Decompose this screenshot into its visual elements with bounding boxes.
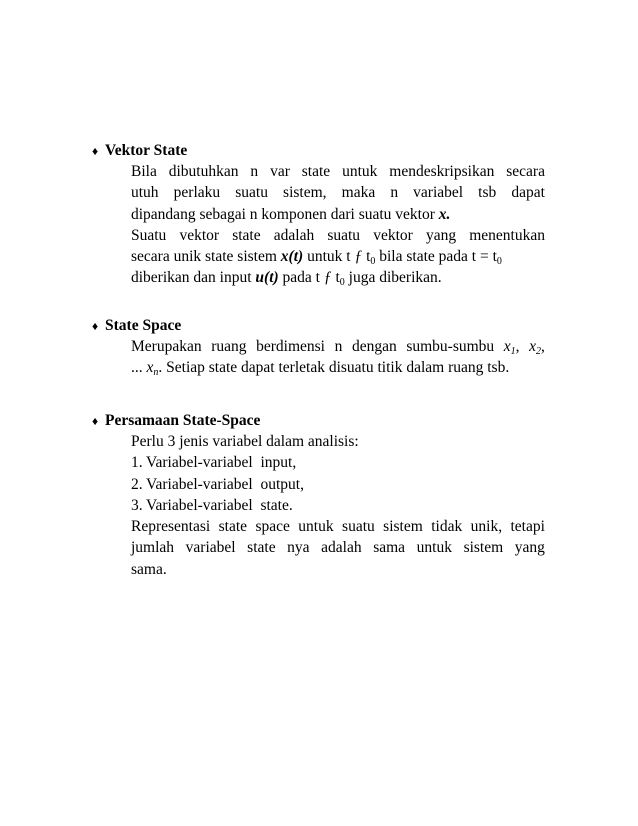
text-run: dipandang sebagai n komponen dari suatu vektor	[131, 205, 439, 223]
subscript: 1	[510, 346, 516, 357]
word: Bila	[131, 163, 157, 180]
word: secara	[506, 163, 545, 180]
text-line	[131, 357, 545, 378]
text-line: sama.	[131, 560, 167, 578]
section-vektor-state	[92, 141, 544, 289]
word: n	[390, 184, 399, 202]
section-persamaan-state-space	[92, 411, 544, 580]
math-symbol: x	[503, 338, 511, 355]
word: untuk	[298, 518, 334, 536]
text-run: t	[362, 248, 371, 266]
math-symbol: x	[529, 338, 537, 355]
word: yang	[425, 226, 457, 244]
list-item	[131, 474, 545, 495]
word: n	[334, 338, 343, 355]
word: variabel	[185, 539, 236, 557]
text-run: pada t	[278, 269, 324, 287]
section-heading	[92, 411, 544, 431]
word: untuk	[416, 539, 452, 557]
math-x1	[504, 336, 520, 357]
word: sistem	[383, 518, 423, 536]
word: n	[250, 163, 259, 180]
word: ruang	[211, 338, 247, 355]
vector-symbol: x.	[438, 205, 451, 223]
text-run: untuk t	[303, 248, 355, 266]
section-state-space	[92, 316, 544, 379]
text-run: secara unik state sistem	[131, 248, 281, 266]
word: state	[232, 226, 261, 244]
word: sama	[373, 539, 406, 557]
word: menentukan	[469, 226, 545, 244]
text-line: Perlu 3 jenis variabel dalam analisis:	[131, 433, 359, 450]
subscript: 0	[370, 256, 376, 268]
word: sumbu-sumbu	[406, 338, 495, 355]
text-line	[131, 225, 545, 246]
word: nya	[287, 539, 310, 557]
diamond-bullet-icon: ♦	[92, 319, 99, 333]
text-line	[131, 204, 545, 225]
diamond-bullet-icon: ♦	[92, 414, 99, 428]
math-symbol: x	[146, 359, 154, 377]
word: maka	[341, 184, 376, 202]
word: yang	[514, 539, 545, 557]
word: berdimensi	[256, 338, 325, 355]
section-body	[131, 336, 545, 379]
word: state	[218, 518, 248, 536]
word: unik,	[470, 518, 503, 536]
subscript: 0	[496, 256, 502, 268]
word: suatu	[327, 226, 361, 244]
math-symbol: ƒ	[323, 269, 332, 287]
text-run: t	[331, 269, 340, 287]
word: suatu	[235, 184, 268, 202]
text-line	[131, 182, 545, 203]
subscript: n	[153, 367, 159, 379]
word: adalah	[321, 539, 362, 557]
text-run: ...	[131, 359, 147, 377]
word: state	[301, 163, 331, 180]
math-symbol: ƒ	[354, 248, 363, 266]
list-item-text: Variabel-variabel output,	[146, 475, 304, 493]
word: dapat	[511, 184, 545, 202]
word: dibutuhkan	[168, 163, 239, 180]
word: adalah	[273, 226, 315, 244]
list-number: 2.	[131, 475, 143, 493]
text-run: juga diberikan.	[344, 269, 442, 287]
word: state	[247, 539, 276, 557]
word: mendeskripsikan	[389, 163, 495, 180]
text-line	[131, 161, 545, 182]
word: tetapi	[510, 518, 545, 536]
text-line	[131, 246, 545, 267]
list-item	[131, 452, 545, 473]
word: sistem	[463, 539, 504, 557]
math-x2	[529, 336, 545, 357]
word: tidak	[431, 518, 463, 536]
section-heading	[92, 316, 544, 336]
word: tsb	[478, 184, 497, 202]
word: Representasi	[131, 518, 211, 536]
math-symbol: u(t)	[255, 269, 279, 287]
word: var	[270, 163, 290, 180]
text-line	[131, 516, 545, 537]
heading-text: Vektor State	[105, 142, 188, 159]
math-symbol: x(t)	[280, 248, 304, 266]
text-run: . Setiap state dapat terletak disuatu titik dalam ruang tsb.	[158, 359, 510, 377]
word: suatu	[342, 518, 375, 536]
text-line	[131, 537, 545, 558]
list-item-text: Variabel-variabel input,	[146, 454, 297, 472]
diamond-bullet-icon: ♦	[92, 144, 99, 158]
comma: ,	[541, 338, 545, 355]
word: sistem,	[283, 184, 327, 202]
list-item	[131, 495, 545, 516]
section-heading	[92, 141, 544, 161]
heading-text: State Space	[105, 317, 182, 334]
word: Merupakan	[131, 338, 202, 355]
list-number: 3.	[131, 496, 143, 514]
subscript: 2	[536, 346, 542, 357]
word: utuh	[131, 184, 159, 202]
word: variabel	[413, 184, 464, 202]
comma: ,	[515, 338, 520, 355]
text-run: diberikan dan input	[131, 269, 256, 287]
text-line	[131, 267, 545, 288]
text-line	[131, 336, 545, 357]
word: dengan	[351, 338, 397, 355]
subscript: 0	[339, 277, 345, 289]
list-item-text: Variabel-variabel state.	[146, 496, 293, 514]
word: untuk	[342, 163, 378, 180]
text-run: bila state pada t = t	[375, 248, 497, 266]
word: jumlah	[131, 539, 175, 557]
list-number: 1.	[131, 454, 143, 472]
section-body	[131, 431, 545, 580]
word: space	[255, 518, 290, 536]
word: perlaku	[173, 184, 221, 202]
heading-text: Persamaan State-Space	[105, 412, 261, 429]
word: Suatu	[131, 226, 167, 244]
word: vektor	[373, 226, 413, 244]
word: vektor	[179, 226, 220, 244]
section-body	[131, 161, 545, 289]
